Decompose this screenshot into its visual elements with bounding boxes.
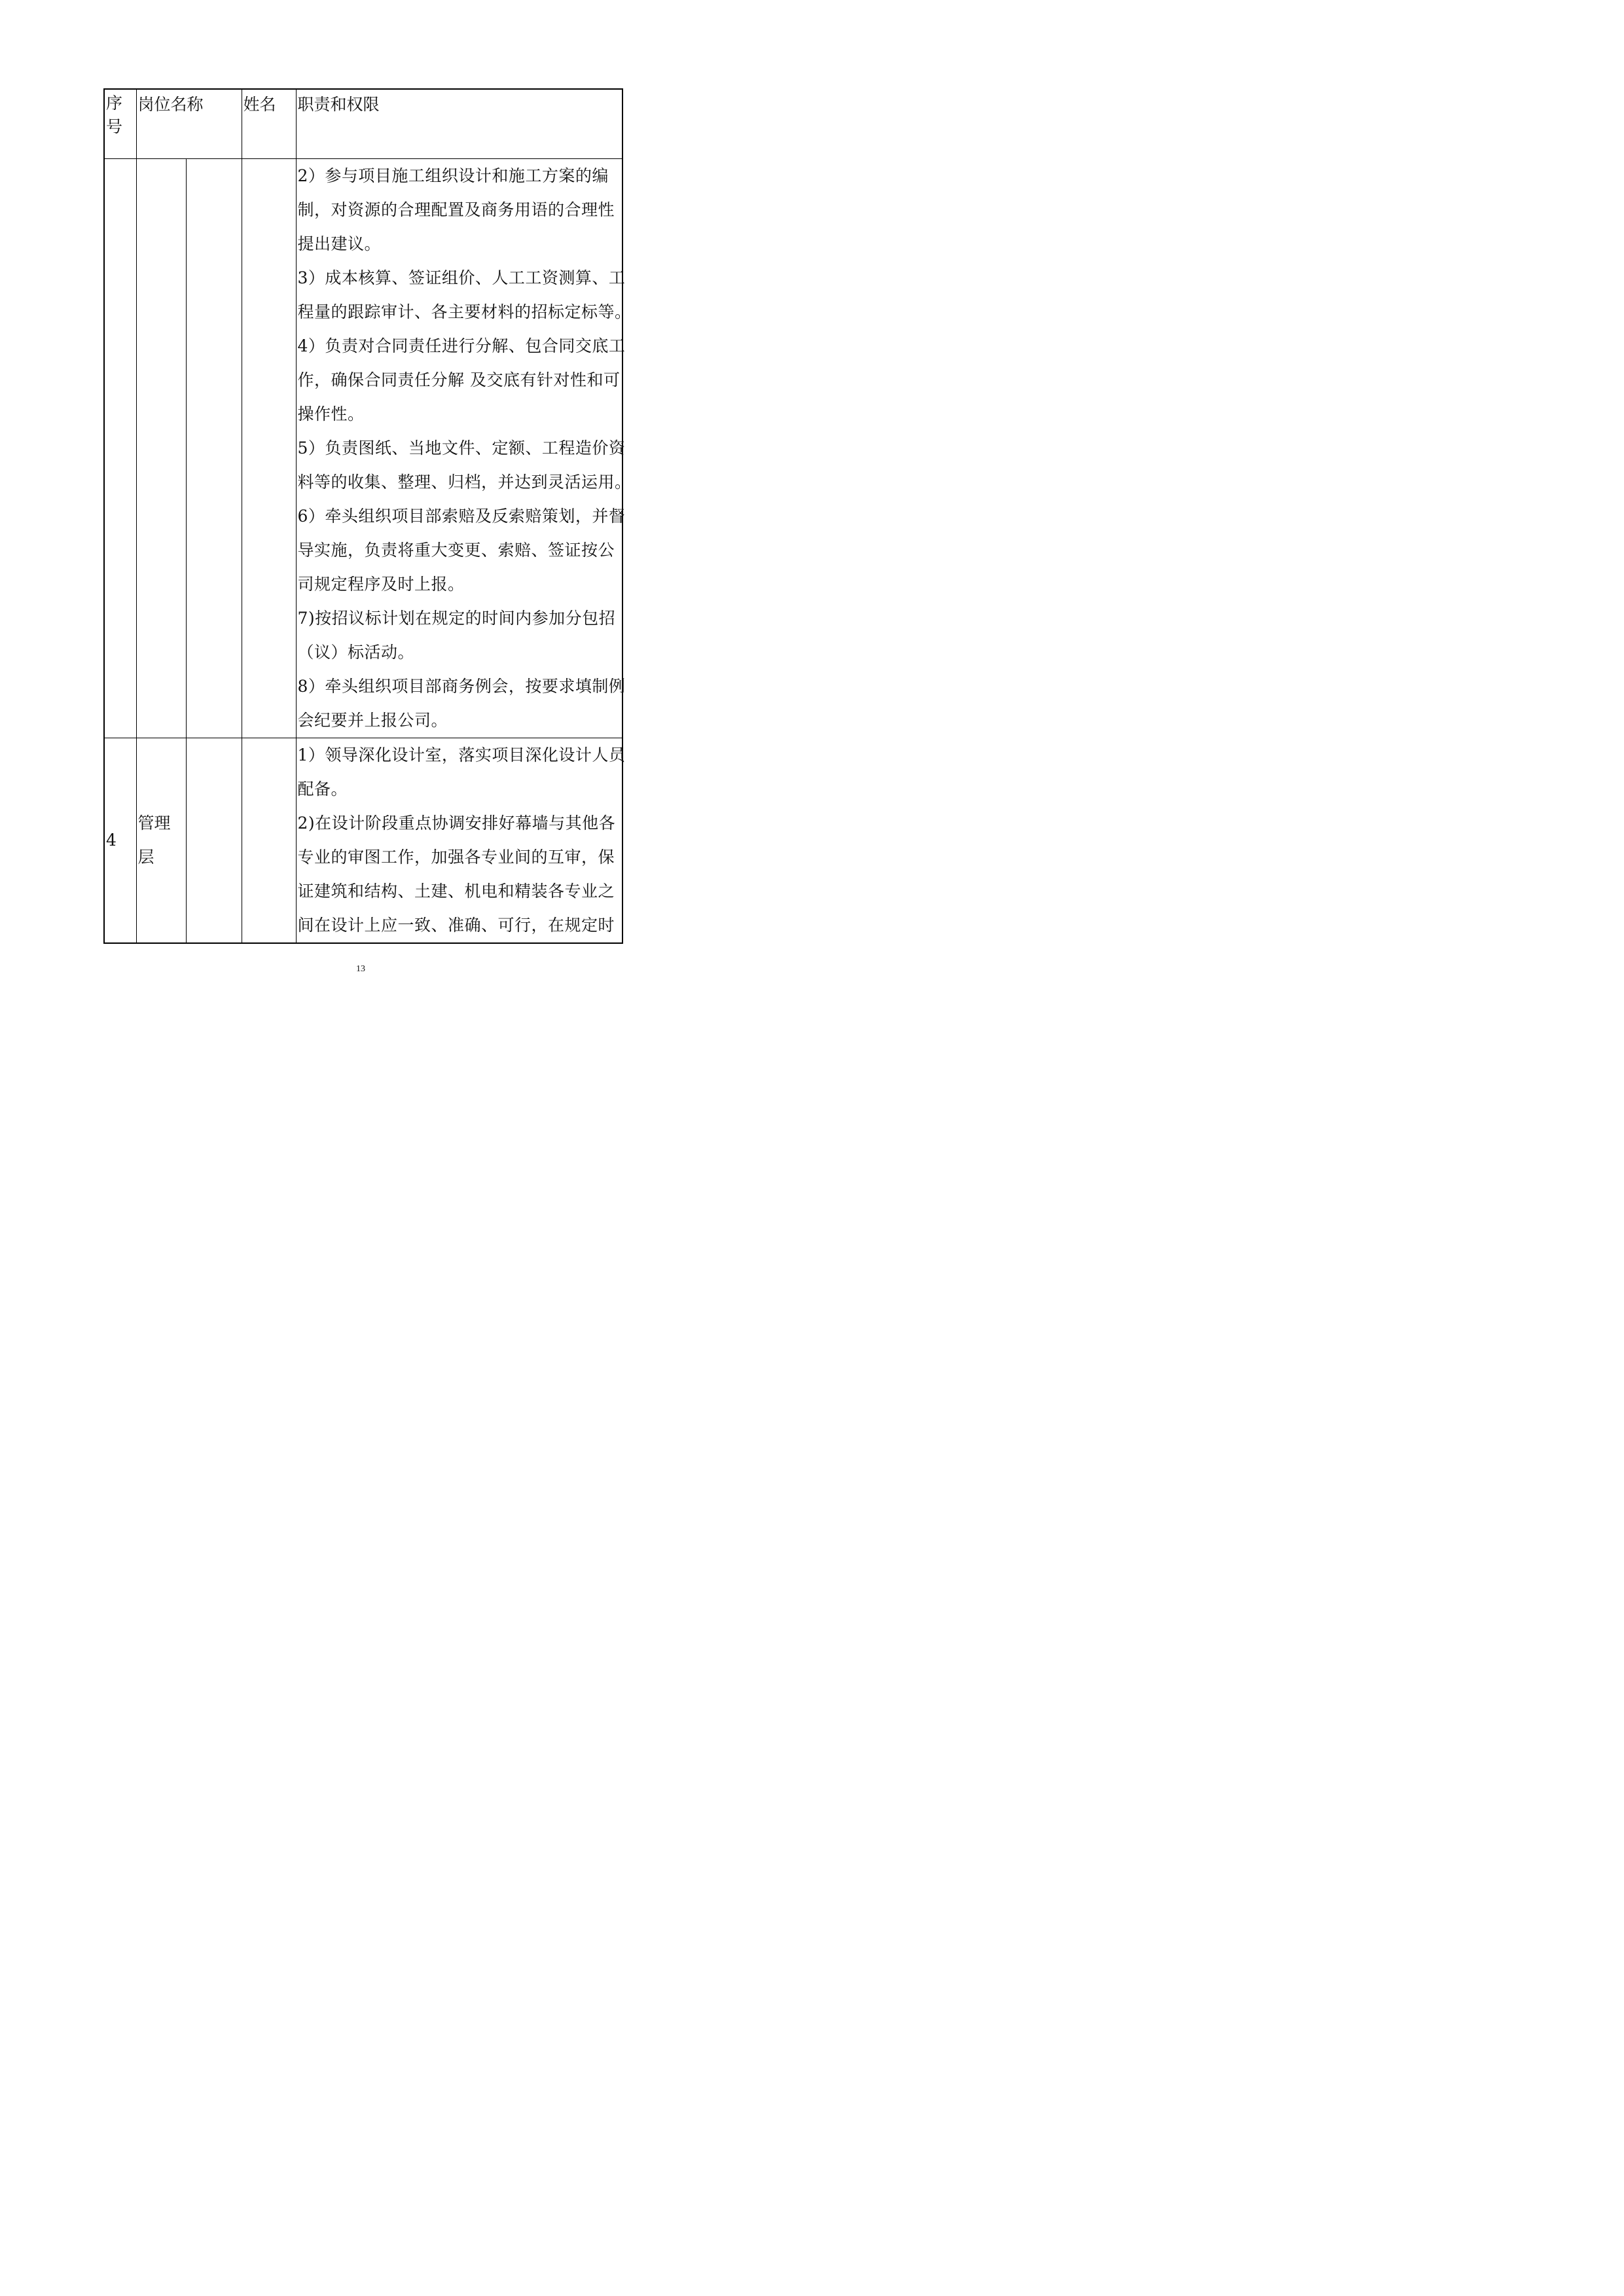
duty-line: 2）参与项目施工组织设计和施工方案的编 (297, 166, 609, 185)
responsibility-table (103, 88, 632, 944)
row-position (136, 159, 186, 738)
duty-line: 4）负责对合同责任进行分解、包合同交底工 (297, 336, 626, 355)
duty-line: 会纪要并上报公司。 (297, 711, 448, 730)
duty-line: 程量的跟踪审计、各主要材料的招标定标等。 (297, 302, 632, 321)
duty-line: 6）牵头组织项目部索赔及反索赔策划，并督 (297, 507, 626, 526)
duty-line: 导实施，负责将重大变更、索赔、签证按公 (297, 541, 615, 560)
duty-line: 制，对资源的合理配置及商务用语的合理性 (297, 200, 615, 219)
duty-line: 证建筑和结构、土建、机电和精装各专业之 (297, 882, 615, 901)
row-sub (186, 159, 242, 738)
header-name: 姓名 (242, 89, 296, 159)
duty-line: 8）牵头组织项目部商务例会，按要求填制例 (297, 677, 626, 696)
header-position: 岗位名称 (136, 89, 242, 159)
duty-line: 专业的审图工作，加强各专业间的互审，保 (297, 848, 615, 867)
row-name (242, 738, 296, 944)
page-number: 13 (356, 964, 365, 974)
duty-line: 料等的收集、整理、归档，并达到灵活运用。 (297, 473, 632, 492)
duty-line: 7)按招议标计划在规定的时间内参加分包招 (297, 609, 616, 628)
duty-line: 5）负责图纸、当地文件、定额、工程造价资 (297, 439, 626, 457)
header-seq: 序号 (104, 89, 136, 159)
table-header-row (104, 89, 623, 159)
row-name (242, 159, 296, 738)
duty-line: 提出建议。 (297, 234, 382, 253)
row-duties (296, 738, 626, 944)
row-seq: 4 (104, 738, 136, 944)
row-position: 管理层 (136, 738, 186, 944)
duty-line: （议）标活动。 (297, 643, 415, 662)
row-duties (296, 159, 632, 738)
row-sub (186, 738, 242, 944)
table-row (104, 159, 623, 738)
header-duties: 职责和权限 (296, 89, 623, 159)
duty-line: 配备。 (297, 780, 348, 798)
duty-line: 3）成本核算、签证组价、人工工资测算、工 (297, 268, 626, 287)
row-seq (104, 159, 136, 738)
duty-line: 操作性。 (297, 404, 365, 423)
duty-line: 1）领导深化设计室，落实项目深化设计人员 (297, 745, 626, 764)
table-row (104, 738, 623, 944)
duty-line: 司规定程序及时上报。 (297, 575, 465, 594)
duty-line: 作，确保合同责任分解 及交底有针对性和可 (297, 370, 621, 389)
duty-line: 2)在设计阶段重点协调安排好幕墙与其他各 (297, 814, 616, 833)
duty-line: 间在设计上应一致、准确、可行，在规定时 (297, 916, 615, 935)
